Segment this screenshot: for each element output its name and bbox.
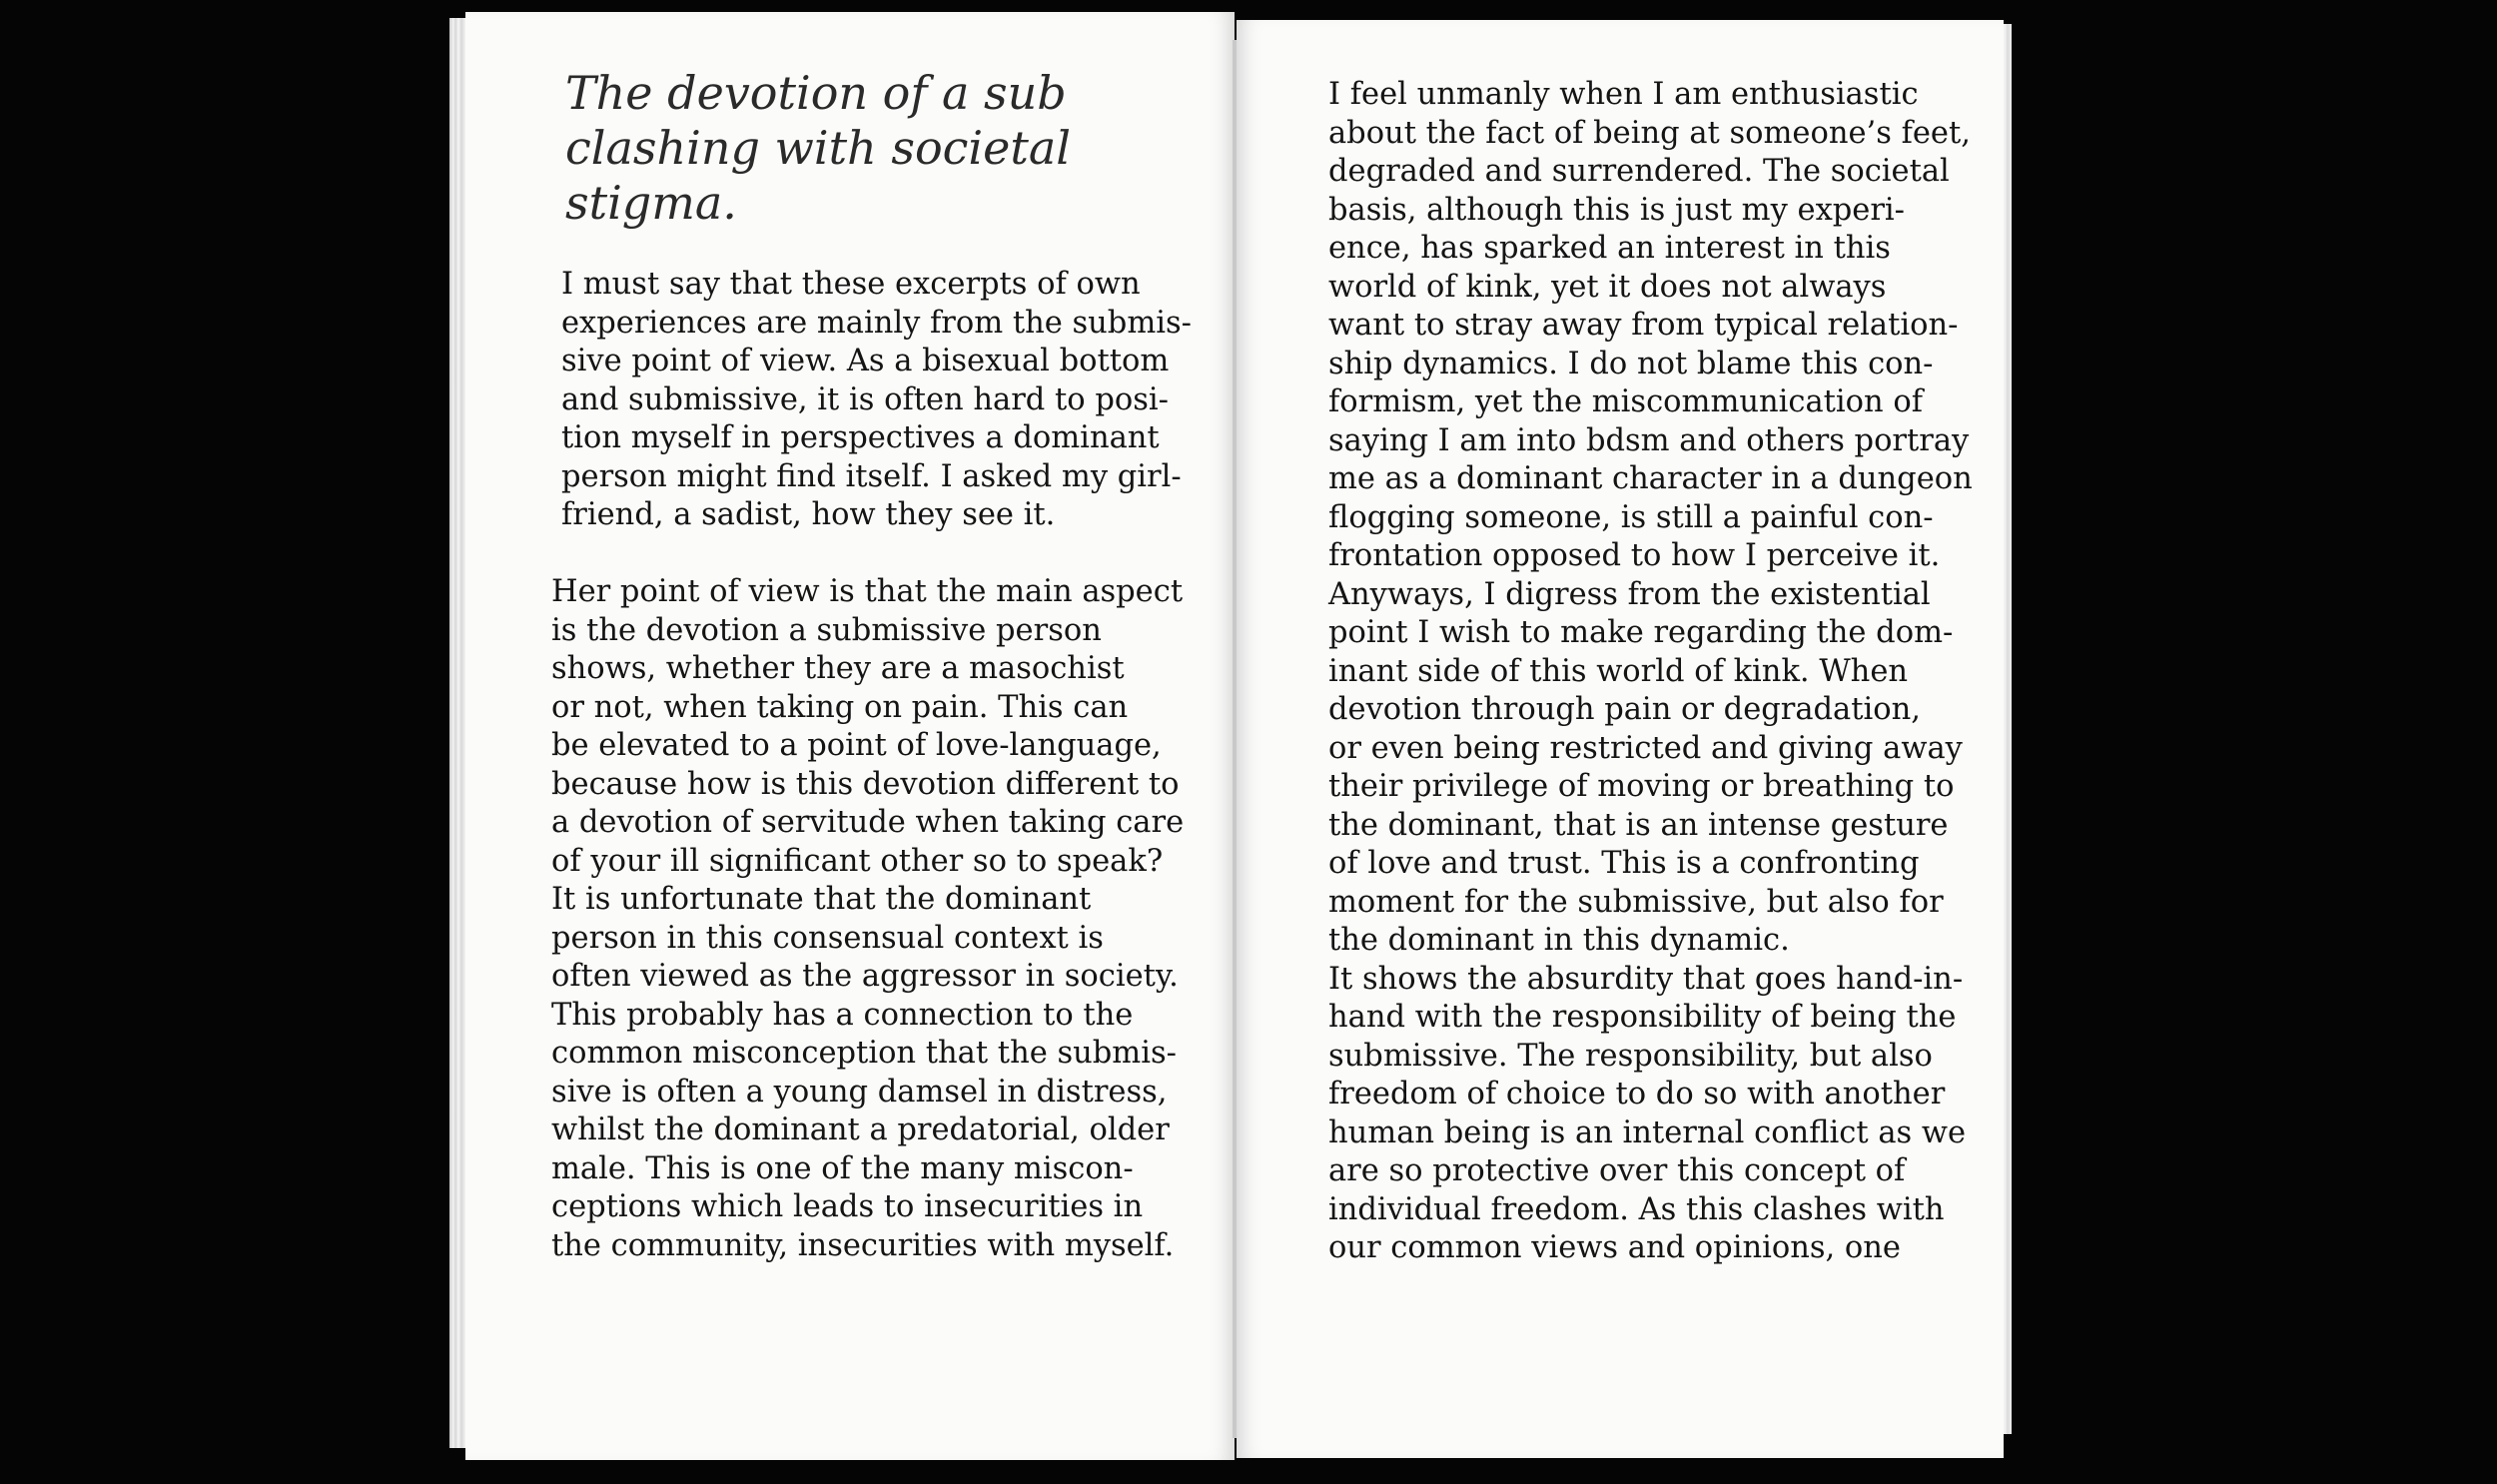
text-line: sive is often a young damsel in distress, bbox=[551, 1074, 1168, 1110]
text-line: and submissive, it is often hard to posi- bbox=[561, 381, 1169, 417]
text-line: I must say that these excerpts of own bbox=[561, 267, 1141, 302]
text-line: formism, yet the miscommunication of bbox=[1328, 384, 1924, 419]
text-line: experiences are mainly from the submis- bbox=[561, 305, 1192, 341]
text-line: or even being restricted and giving away bbox=[1328, 730, 1963, 766]
right-paragraph bbox=[1328, 76, 1973, 1268]
text-line: It shows the absurdity that goes hand-in- bbox=[1328, 961, 1964, 997]
text-line: moment for the submissive, but also for bbox=[1328, 884, 1944, 920]
text-line: degraded and surrendered. The societal bbox=[1328, 154, 1950, 189]
text-line: world of kink, yet it does not always bbox=[1328, 269, 1887, 305]
text-line: of love and trust. This is a confronting bbox=[1328, 846, 1920, 881]
text-line: inant side of this world of kink. When bbox=[1328, 653, 1909, 689]
text-line: friend, a sadist, how they see it. bbox=[561, 497, 1056, 532]
text-line: I feel unmanly when I am enthusiastic bbox=[1328, 77, 1919, 112]
text-line: freedom of choice to do so with another bbox=[1328, 1077, 1946, 1112]
title-line: The devotion of a sub bbox=[565, 66, 1067, 120]
text-line: be elevated to a point of love-language, bbox=[551, 728, 1162, 763]
title-line: clashing with societal bbox=[565, 121, 1071, 175]
text-line: a devotion of servitude when taking care bbox=[551, 805, 1185, 840]
text-line: point I wish to make regarding the dom- bbox=[1328, 615, 1954, 650]
text-line: saying I am into bdsm and others portray bbox=[1328, 422, 1970, 458]
text-line: the dominant, that is an intense gesture bbox=[1328, 807, 1949, 843]
text-line: human being is an internal conflict as we bbox=[1328, 1114, 1967, 1150]
text-line: sive point of view. As a bisexual bottom bbox=[561, 344, 1170, 378]
title-line: stigma. bbox=[565, 176, 737, 230]
text-line: This probably has a connection to the bbox=[551, 997, 1134, 1033]
text-line: me as a dominant character in a dungeon bbox=[1328, 461, 1973, 496]
text-line: individual freedom. As this clashes with bbox=[1328, 1191, 1945, 1227]
text-line: Her point of view is that the main aspect bbox=[551, 574, 1184, 609]
text-line: shows, whether they are a masochist bbox=[551, 651, 1125, 686]
text-line: common misconception that the submis- bbox=[551, 1036, 1177, 1071]
text-line: ceptions which leads to insecurities in bbox=[551, 1189, 1144, 1224]
text-line: often viewed as the aggressor in society. bbox=[551, 959, 1179, 994]
left-paragraph-2 bbox=[551, 573, 1184, 1265]
text-line: devotion through pain or degradation, bbox=[1328, 692, 1921, 727]
text-line: want to stray away from typical relation- bbox=[1328, 308, 1959, 343]
text-line: Anyways, I digress from the existential bbox=[1328, 576, 1931, 612]
text-line: person in this consensual context is bbox=[551, 920, 1104, 956]
text-line: because how is this devotion different to bbox=[551, 766, 1180, 802]
text-line: the community, insecurities with myself. bbox=[551, 1227, 1175, 1263]
text-line: our common views and opinions, one bbox=[1328, 1230, 1901, 1265]
text-line: tion myself in perspectives a dominant bbox=[561, 420, 1160, 455]
text-line: submissive. The responsibility, but also bbox=[1328, 1038, 1933, 1074]
text-line: person might find itself. I asked my girl- bbox=[561, 458, 1182, 494]
text-line: whilst the dominant a predatorial, older bbox=[551, 1113, 1170, 1147]
text-line: about the fact of being at someone’s feet, bbox=[1328, 115, 1971, 151]
text-line: It is unfortunate that the dominant bbox=[551, 882, 1092, 917]
text-line: male. This is one of the many miscon- bbox=[551, 1150, 1134, 1186]
text-line: are so protective over this concept of bbox=[1328, 1153, 1906, 1188]
left-paragraph-1 bbox=[561, 266, 1192, 535]
text-line: hand with the responsibility of being the bbox=[1328, 1000, 1957, 1035]
text-line: flogging someone, is still a painful con- bbox=[1328, 499, 1934, 535]
book-gutter bbox=[1233, 40, 1237, 1438]
text-line: is the devotion a submissive person bbox=[551, 612, 1102, 648]
text-line: basis, although this is just my experi- bbox=[1328, 192, 1905, 228]
text-line: ship dynamics. I do not blame this con- bbox=[1328, 346, 1934, 381]
text-line: of your ill significant other so to speak? bbox=[551, 843, 1164, 879]
text-line: ence, has sparked an interest in this bbox=[1328, 231, 1891, 266]
text-line: their privilege of moving or breathing to bbox=[1328, 769, 1955, 804]
text-line: or not, when taking on pain. This can bbox=[551, 689, 1129, 725]
text-line: the dominant in this dynamic. bbox=[1328, 923, 1790, 958]
article-title bbox=[565, 66, 1125, 231]
text-line: frontation opposed to how I perceive it. bbox=[1328, 538, 1941, 573]
